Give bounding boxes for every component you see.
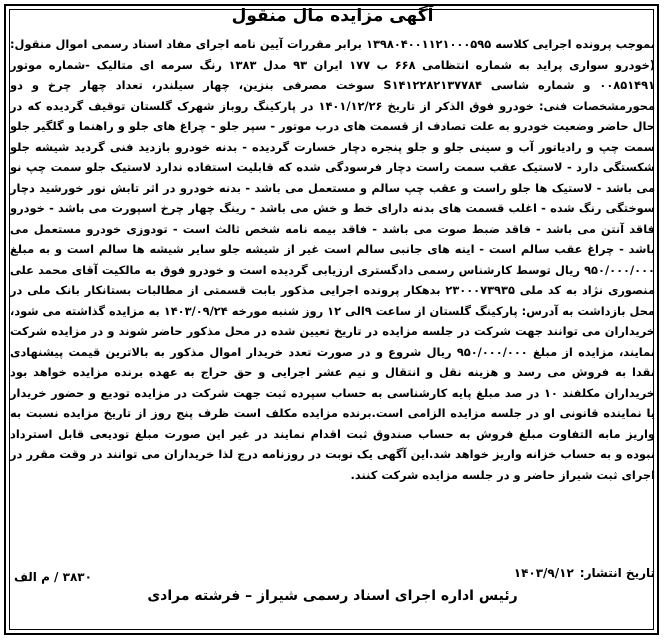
publication-date-row <box>10 566 655 580</box>
signature-text: رئیس اداره اجرای اسناد رسمی شیراز – فرشته مرادی <box>147 588 518 604</box>
notice-body-text: بموجب پرونده اجرایی کلاسه ۱۳۹۸۰۴۰۰۱۱۲۱۰۰۰۵۹۵ برابر مقررات آیین نامه اجرای مفاد اسناد رسمی اموال منقول: (خودرو سواری پراید به شماره انتظامی ۶۶۸ ب ۱۷۷ ایران ۹۳ مدل ۱۳۸۳ رنگ سرمه ای متالیک -شماره موتور ۰۰۸۵۱۴۹۱ و شماره شاسی S۱۴۱۲۲۸۲۱۳۷۷۸۴ سوخت مصرفی بنزین، چهار سیلندر، تعداد چهار چرخ و دو محورمشخصات فنی: خودرو فوق الذکر از تاریخ ۱۴۰۱/۱۲/۲۶ در پارکینگ روباز شهرک گلستان توقیف گردیده که در حال حاضر وضعیت خودرو به علت تصادف از قسمت های درب موتور - سپر جلو - چراغ های جلو و راهنما و گلگیر جلو سمت چپ و رادیاتور آب و سینی جلو و جلو پنجره دچار خسارت گردیده - بدنه خودرو بازدید فنی گردید شیشه جلو شکستگی دارد - لاستیک عقب سمت راست دچار فرسودگی شده که قابلیت استفاده ندارد لاستیک جلو سمت چپ نو می باشد - لاستیک ها جلو راست و عقب چپ سالم و مستعمل می باشد - بدنه خودرو در اثر تابش نور خورشید دچار سوختگی رنگ شده - اغلب قسمت های بدنه دارای خط و خش می باشد - رینگ چهار چرخ اسپورت می باشد - خودرو فاقد آنتن می باشد - فاقد ضبط صوت می باشد - فاقد بیمه نامه شخص ثالث است - تودوزی خودرو مستعمل می باشد - چراغ عقب سالم است - اینه های جانبی سالم است غیر از شیشه جلو سایر شیشه ها سالم است و به مبلغ ۹۵۰/۰۰۰/۰۰۰ ریال توسط کارشناس رسمی دادگستری ارزیابی گردیده است و خودرو فوق به مالکیت آقای محمد علی منصوری نژاد به کد ملی ۲۳۰۰۰۷۳۹۳۵ بدهکار پرونده اجرایی مذکور بابت قسمتی از مطالبات بستانکار بانک ملی در محل بازداشت به آدرس: پارکینگ گلستان از ساعت ۹الی ۱۲ روز شنبه مورخه ۱۴۰۳/۰۹/۲۴ به مزایده گذاشته می شود، خریداران می توانند جهت شرکت در جلسه مزایده در تاریخ تعیین شده در محل مذکور حاضر شوند و در مزایده شرکت نمایند، مزایده از مبلغ ۹۵۰/۰۰۰/۰۰۰ ریال شروع و در صورت تعدد خریدار اموال مذکور به بالاترین قیمت پیشنهادی نقدا به فروش می رسد و هزینه نقل و انتقال و نیم عشر اجرایی و حق حراج به عهده برنده مزایده خواهد بود خریداران مکلفند ۱۰ در صد مبلغ پایه کارشناسی به حساب سپرده ثبت جهت شرکت در مزایده تودیع و حضور خریدار یا نماینده قانونی او در جلسه مزایده الزامی است.برنده مزایده مکلف است ظرف پنج روز از تاریخ مزایده نسبت به واریز مابه التفاوت مبلغ فروش به حساب صندوق ثبت اقدام نمایند در غیر این صورت مبلغ تودیعی قابل استرداد نبوده و به حساب خزانه واریز خواهد شد.این آگهی یک نوبت در روزنامه درج لذا خریداران می توانند در وقت مقرر در اجرای ثبت شیراز حاضر و در جلسه مزایده شرکت کنند. <box>10 37 656 482</box>
notice-title: آگهی مزایده مال منقول <box>231 6 434 26</box>
publication-date-value: ۱۴۰۳/۹/۱۲ <box>513 566 574 580</box>
publication-date-label: تاریخ انتشار: <box>579 566 655 580</box>
reference-number: ۳۸۳۰ / م الف <box>14 570 92 584</box>
notice-footer <box>10 566 655 608</box>
